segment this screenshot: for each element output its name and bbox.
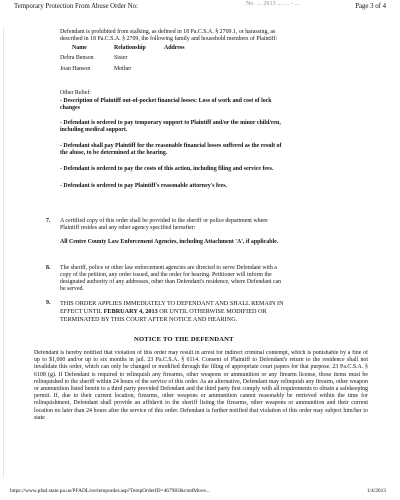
member-relationship: Mother: [114, 66, 132, 72]
section-7-agencies: All Centre County Law Enforcement Agencies, including Attachment 'A', if applicable.: [60, 239, 279, 245]
col-address-header: Address: [164, 45, 185, 51]
section-9-line-1: THIS ORDER APPLIES IMMEDIATELY TO DEFENDANT AND SHALL REMAIN IN: [60, 300, 284, 307]
stalking-line-1: Defendant is prohibited from stalking, as defined in 18 Pa.C.S.A. § 2709.1, or harassing, as: [60, 29, 276, 35]
section-9-line-3: TERMINATED BY THIS COURT AFTER NOTICE AND HEARING.: [60, 316, 238, 323]
footer-date: 1/4/2013: [366, 488, 386, 494]
relief-item-support-cont: including medical support.: [60, 127, 128, 133]
notice-body: Defendant is hereby notified that violation of this order may result in arrest for indirect criminal contempt, which is punishable by a fine of up to $1,000 and/or up to six months in jail. 23 Pa.C.S.A. § 6114. Consent of Plaintiff to Defendant's return to the residence shall not invalidate this order, which can only be changed or modified through the filing of appropriate court papers for that purpose. 23 Pa.C.S.A. § 6108 (g). If Defendant is required to relinquish any firearms, other weapons or ammunition or any firearm license, those items must be relinquished to the sheriff within 24 hours of the service of this order. As an alternative, Defendant may relinquish any firearm, other weapon or ammunition listed herein to a third party provided Defendant and the third party first comply with all requirements to obtain a safekeeping permit. If, due to their current location, firearms, other weapons or ammunition cannot reasonably be retrieved within the time for relinquishment, Defendant shall provide an affidavit to the sheriff listing the firearms, other weapons or ammunition and their current location no later than 24 hours after the service of this order. Defendant is further notified that violation of this order may subject him/her to state: [34, 350, 368, 421]
expiration-date: FEBRUARY 4, 2013: [103, 308, 158, 315]
col-name-header: Name: [72, 45, 87, 51]
header-docket-number: No. ... 2013 ... ... - ...: [246, 1, 300, 7]
notice-title: NOTICE TO THE DEFENDANT: [134, 336, 234, 343]
relief-item-financial-cont: the abuse, to be determined at the hearing.: [60, 150, 168, 156]
relief-item-attorney-fees: - Defendant is ordered to pay Plaintiff's reasonable attorney's fees.: [60, 183, 227, 189]
section-8-number: 8.: [46, 265, 51, 271]
relief-item-costs: - Defendant is ordered to pay the costs of this action, including filing and service fees.: [60, 166, 274, 172]
relief-item-support: - Defendant is ordered to pay temporary support to Plaintiff and/or the minor child/ren,: [60, 120, 281, 126]
other-relief-label: Other Relief:: [60, 90, 91, 96]
section-8-line-1: The sheriff, police or other law enforcement agencies are directed to serve Defendant with a: [60, 265, 277, 271]
header-page-number: Page 3 of 4: [355, 3, 386, 10]
col-relationship-header: Relationship: [114, 45, 146, 51]
section-8-line-4: be served.: [60, 286, 84, 292]
member-name: Joan Hanson: [60, 66, 91, 72]
section-7-line-2: Plaintiff resides and any other agency specified hereafter:: [60, 225, 196, 231]
header-order-label: Temporary Protection From Abuse Order No:: [14, 3, 138, 10]
relief-item-financial: - Defendant shall pay Plaintiff for the reasonable financial losses suffered as the result of: [60, 143, 282, 149]
scan-edge: [3, 28, 8, 478]
member-relationship: Sister: [114, 55, 128, 61]
section-7-number: 7.: [46, 218, 51, 224]
stalking-line-2: described in 18 Pa.C.S.A. § 2709, the following family and household members of Plaintiff:: [60, 36, 278, 42]
footer-url: https://www.pfad.state.pa.us/PFADLive/temporder.asp?TempOrderID=467983&cmdMove...: [10, 488, 210, 494]
section-8-line-2: copy of the petition, any order issued, and the order for hearing. Petitioner will inform the: [60, 272, 272, 278]
page-header: [14, 3, 386, 14]
section-8-line-3: designated authority of any addresses, other than Defendant's residence, where Defendant can: [60, 279, 282, 285]
section-7-line-1: A certified copy of this order shall be provided to the sheriff or police department where: [60, 218, 268, 224]
relief-item-losses: - Description of Plaintiff out-of-pocket financial losses: Loss of work and cost of lock: [60, 98, 272, 104]
relief-item-losses-cont: changes: [60, 105, 80, 111]
section-9-number: 9.: [46, 300, 51, 306]
member-name: Debra Benson: [60, 55, 94, 61]
section-9-line-2: EFFECT UNTIL FEBRUARY 4, 2013 OR UNTIL OTHERWISE MODIFIED OR: [60, 308, 267, 315]
